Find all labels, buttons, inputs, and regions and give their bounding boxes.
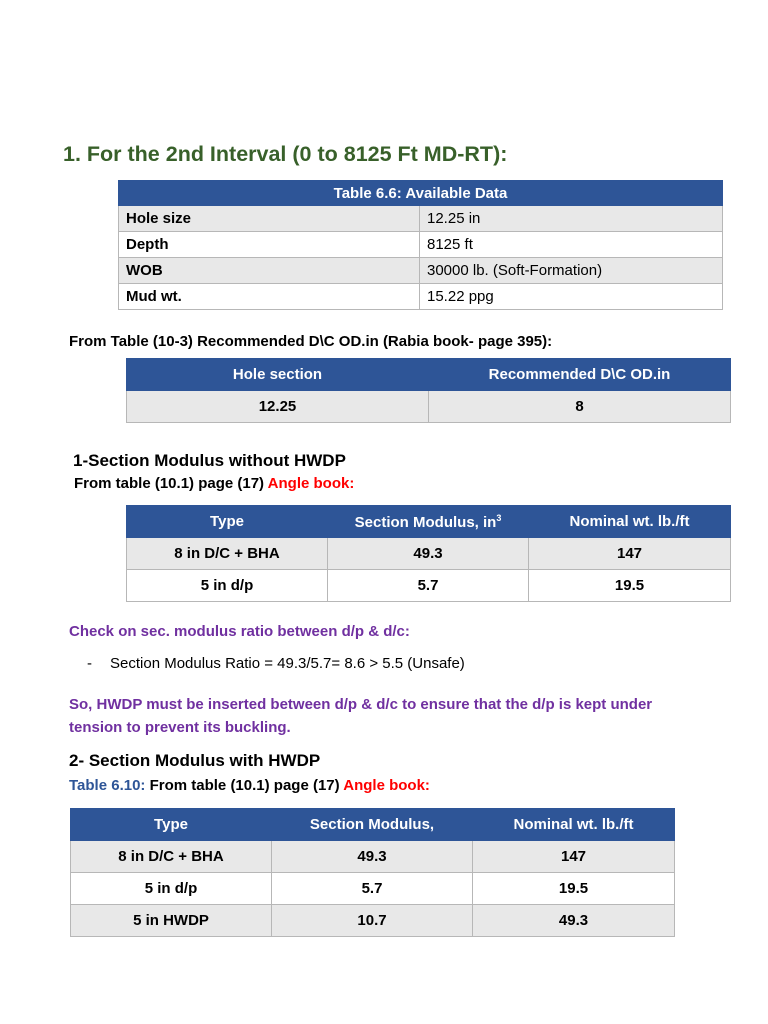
recommended-caption: From Table (10-3) Recommended D\C OD.in (Rabia book- page 395): [69,333,553,350]
section-heading: 1. For the 2nd Interval (0 to 8125 Ft MD-RT): [63,142,508,166]
cell-nominal-wt: 19.5 [529,570,731,602]
table-row [71,841,675,873]
conclusion-line-2: tension to prevent its buckling. [69,719,291,736]
table-title: Table 6.6: Available Data [119,181,723,206]
cell-section-modulus: 10.7 [272,905,473,937]
check-title: Check on sec. modulus ratio between d/p & d/c: [69,623,410,640]
cell-nominal-wt: 147 [473,841,675,873]
cell-nominal-wt: 19.5 [473,873,675,905]
caption-blue-text: Table 6.10: [69,777,150,794]
cell-section-modulus: 5.7 [328,570,529,602]
row-label: Depth [119,232,420,258]
cell-nominal-wt: 49.3 [473,905,675,937]
table-row [71,905,675,937]
cell-type: 5 in HWDP [71,905,272,937]
table-row [127,391,731,423]
cell-type: 5 in d/p [71,873,272,905]
available-data-table [118,180,723,310]
cell-type: 5 in d/p [127,570,328,602]
header-type: Type [127,506,328,538]
section2-caption [69,777,430,794]
cell-recommended-od: 8 [429,391,731,423]
row-label: Mud wt. [119,284,420,310]
row-value: 30000 lb. (Soft-Formation) [420,258,723,284]
table-row [127,570,731,602]
section1-title: 1-Section Modulus without HWDP [73,451,346,470]
header-recommended-od: Recommended D\C OD.in [429,359,731,391]
ratio-bullet: Section Modulus Ratio = 49.3/5.7= 8.6 > 5.5 (Unsafe) [110,655,465,672]
row-value: 12.25 in [420,206,723,232]
cell-type: 8 in D/C + BHA [71,841,272,873]
bullet-dash: - [87,655,92,672]
section1-caption [74,475,354,492]
table-row [119,258,723,284]
cell-section-modulus: 49.3 [272,841,473,873]
table-row [119,206,723,232]
row-value: 15.22 ppg [420,284,723,310]
header-hole-section: Hole section [127,359,429,391]
table-row [127,538,731,570]
caption-text: From table (10.1) page (17) [74,475,268,492]
header-section-modulus: Section Modulus, $in^3$ [328,506,529,538]
row-label: Hole size [119,206,420,232]
cell-type: 8 in D/C + BHA [127,538,328,570]
header-nominal-wt: Nominal wt. lb./ft [529,506,731,538]
header-type: Type [71,809,272,841]
recommended-dc-table [126,358,731,423]
conclusion-line-1: So, HWDP must be inserted between d/p & d/c to ensure that the d/p is kept under [69,696,653,713]
cell-nominal-wt: 147 [529,538,731,570]
cell-hole-section: 12.25 [127,391,429,423]
section-modulus-table-1 [126,505,731,602]
cell-section-modulus: 5.7 [272,873,473,905]
caption-red-text: Angle book: [343,777,430,794]
row-value: 8125 ft [420,232,723,258]
caption-text: From table (10.1) page (17) [149,777,344,794]
cell-section-modulus: 49.3 [328,538,529,570]
header-nominal-wt: Nominal wt. lb./ft [473,809,675,841]
section-modulus-table-2 [70,808,675,937]
table-row [119,232,723,258]
table-row [119,284,723,310]
table-row [71,873,675,905]
header-section-modulus: Section Modulus, [272,809,473,841]
section2-title: 2- Section Modulus with HWDP [69,751,321,770]
caption-red-text: Angle book: [267,475,355,492]
row-label: WOB [119,258,420,284]
